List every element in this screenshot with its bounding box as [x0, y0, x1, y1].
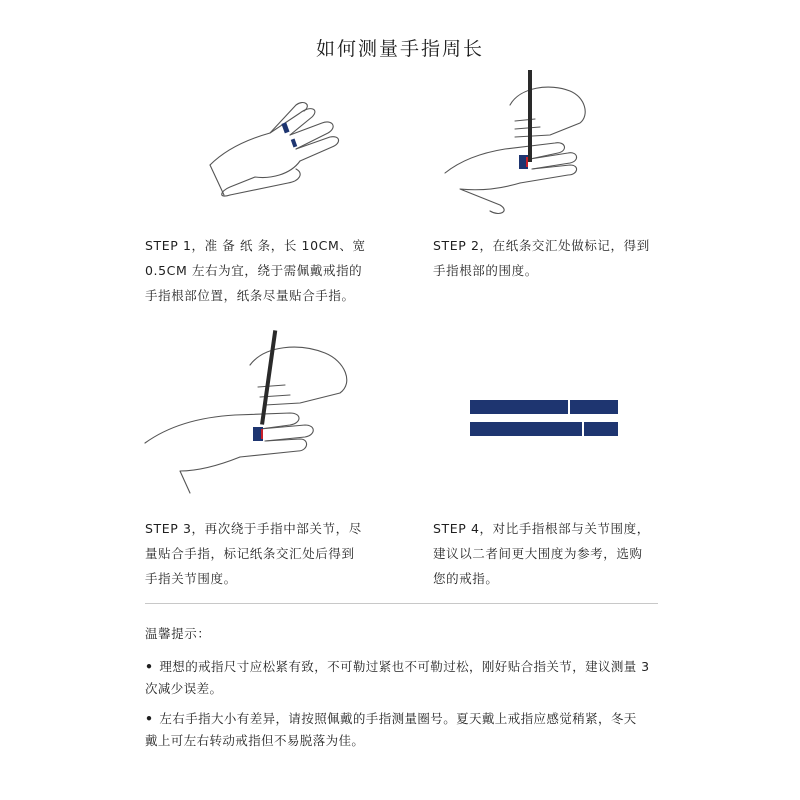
tip-item-1: • 理想的戒指尺寸应松紧有致，不可勒过紧也不可勒过松，刚好贴合指关节，建议测量 3 次减少误差。 — [145, 659, 650, 696]
strip-root — [470, 400, 618, 414]
bullet-icon: • — [145, 711, 154, 726]
page-title: 如何测量手指周长 — [315, 38, 484, 60]
bullet-icon: • — [145, 659, 154, 674]
tips-title: 温馨提示： — [145, 626, 211, 641]
mark-red — [261, 429, 263, 439]
strip-comparison-illustration — [468, 398, 620, 438]
step-3-text: STEP 3，再次绕于手指中部关节，尽 量贴合手指，标记纸条交汇处后得到 手指关节围度。 — [145, 521, 362, 586]
mark-red — [526, 157, 528, 167]
hand-joint-mark-illustration — [140, 325, 370, 505]
strip-joint — [470, 422, 618, 436]
pen-body — [260, 330, 277, 425]
section-divider — [145, 603, 658, 604]
hand-wrap-strip-illustration — [200, 95, 360, 205]
step-2-text: STEP 2，在纸条交汇处做标记，得到 手指根部的围度。 — [433, 238, 650, 278]
paper-strip — [281, 122, 289, 133]
pen-body — [528, 70, 532, 162]
step-4-text: STEP 4，对比手指根部与关节围度， 建议以二者间更大围度为参考，选购 您的戒指。 — [433, 521, 650, 586]
strip-joint-mark — [582, 422, 584, 436]
hand-mark-pen-illustration — [440, 65, 610, 225]
paper-strip-2 — [291, 139, 297, 148]
tip-item-2: • 左右手指大小有差异，请按照佩戴的手指测量圈号。夏天戴上戒指应感觉稍紧，冬天 戴上可左右转动戒指但不易脱落为佳。 — [145, 711, 637, 748]
strip-root-mark — [568, 400, 570, 414]
step-1-text: STEP 1，准 备 纸 条，长 10CM、宽 0.5CM 左右为宜，绕于需佩戴戒指的 手指根部位置，纸条尽量贴合手指。 — [145, 238, 366, 303]
